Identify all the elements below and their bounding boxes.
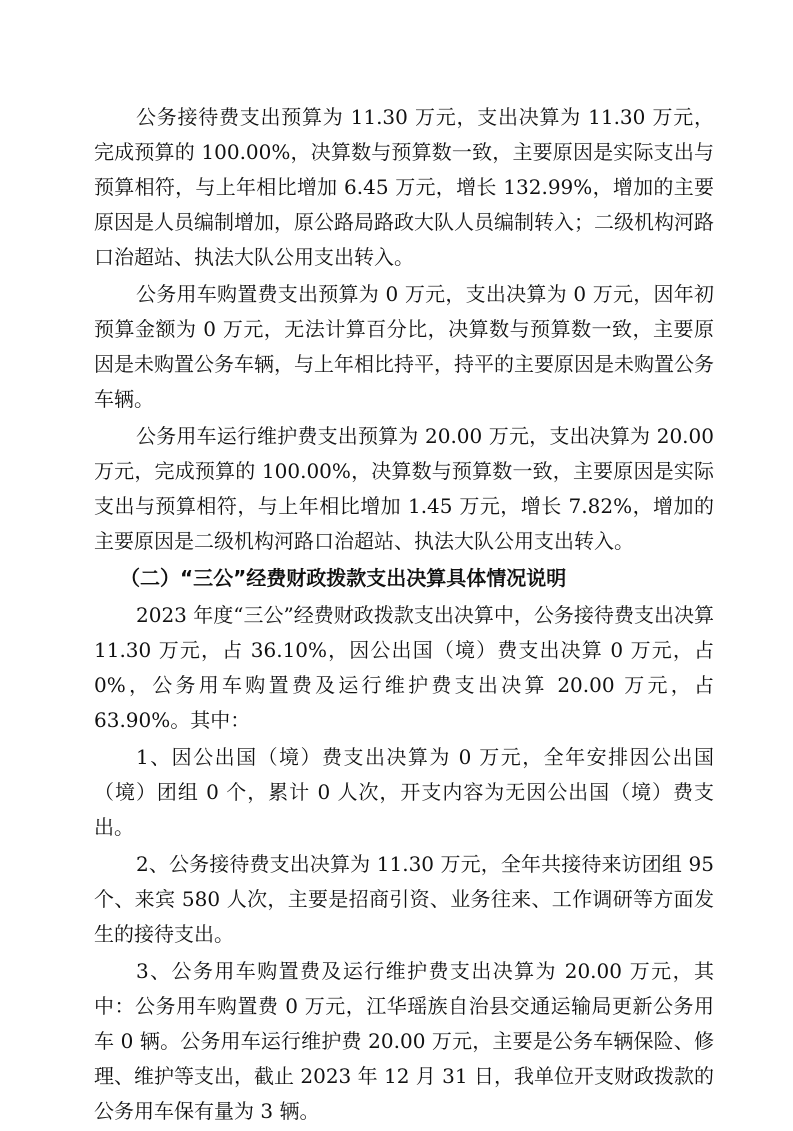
paragraph-vehicle-maintenance: 公务用车运行维护费支出预算为 20.00 万元，支出决算为 20.00 万元，完成预算的 100.00%，决算数与预算数一致，主要原因是实际支出与预算相符，与上年相比增加 1.45 万元，增长 7.82%，增加的主要原因是二级机构河路口治超站、执法大队公用支出转入。 bbox=[94, 424, 714, 553]
list-item-overseas-travel: 1、因公出国（境）费支出决算为 0 万元，全年安排因公出国（境）团组 0 个，累计 0 人次，开支内容为无因公出国（境）费支出。 bbox=[94, 745, 714, 839]
document-body bbox=[94, 100, 714, 1131]
paragraph-section-summary: 2023 年度“三公”经费财政拨款支出决算中，公务接待费支出决算 11.30 万元，占 36.10%，因公出国（境）费支出决算 0 万元，占 0%，公务用车购置费及运行维护费支出决算 20.00 万元，占 63.90%。其中： bbox=[94, 603, 714, 732]
list-item-vehicles: 3、公务用车购置费及运行维护费支出决算为 20.00 万元，其中：公务用车购置费 0 万元，江华瑶族自治县交通运输局更新公务用车 0 辆。公务用车运行维护费 20.00 万元，主要是公务车辆保险、修理、维护等支出，截止 2023 年 12 月 31 日，我单位开支财政拨款的公务用车保有量为 3 辆。 bbox=[94, 959, 714, 1123]
paragraph-reception-expenses: 公务接待费支出预算为 11.30 万元，支出决算为 11.30 万元，完成预算的 100.00%，决算数与预算数一致，主要原因是实际支出与预算相符，与上年相比增加 6.45 万元，增长 132.99%，增加的主要原因是人员编制增加，原公路局路政大队人员编制转入；二级机构河路口治超站、执法大队公用支出转入。 bbox=[94, 105, 714, 269]
section-heading: （二）“三公”经费财政拨款支出决算具体情况说明 bbox=[120, 566, 567, 590]
list-item-reception: 2、公务接待费支出决算为 11.30 万元，全年共接待来访团组 95 个、来宾 580 人次，主要是招商引资、业务往来、工作调研等方面发生的接待支出。 bbox=[94, 852, 714, 946]
paragraph-vehicle-purchase: 公务用车购置费支出预算为 0 万元，支出决算为 0 万元，因年初预算金额为 0 万元，无法计算百分比，决算数与预算数一致，主要原因是未购置公务车辆，与上年相比持平，持平的主要原因是未购置公务车辆。 bbox=[94, 282, 714, 411]
